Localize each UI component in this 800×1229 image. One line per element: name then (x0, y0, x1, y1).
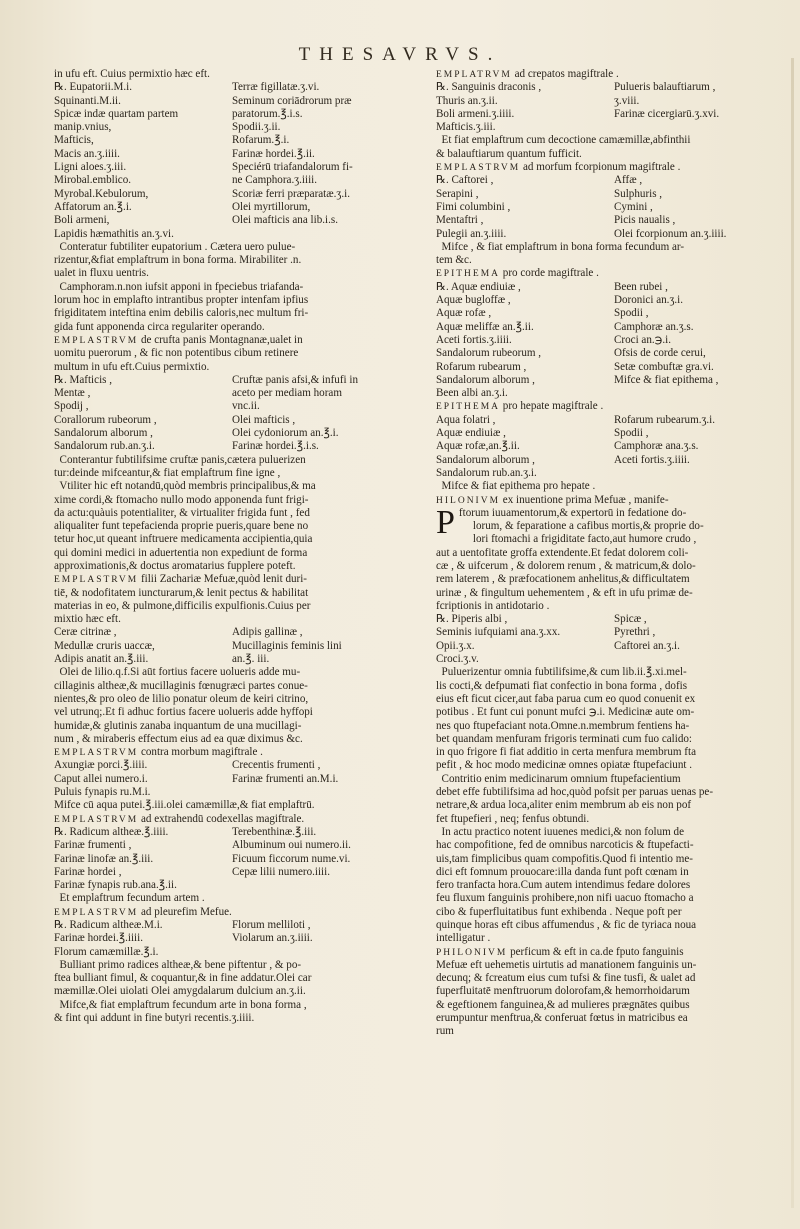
ingredient-left: Spodij , (54, 400, 89, 413)
recipe-ingredient-row (54, 626, 402, 639)
ingredient-left: Aquæ rofæ,an.℥.ii. (436, 440, 520, 453)
ingredient-left: Ceræ citrinæ , (54, 626, 117, 639)
ingredient-right: Olei mafticis , (232, 413, 296, 426)
drop-cap-letter: P (436, 503, 455, 541)
recipe-heading-line (54, 813, 402, 826)
recipe-ingredient-row (436, 613, 784, 626)
ingredient-right: Doronici an.ʒ.i. (614, 294, 684, 307)
ingredient-left: Squinanti.M.ii. (54, 94, 121, 107)
recipe-ingredient-row (54, 374, 402, 387)
text-line: intelligatur . (436, 932, 491, 945)
recipe-ingredient-row (436, 454, 784, 467)
text-line: Puluis fynapis ru.M.i. (54, 786, 151, 799)
recipe-ingredient-row (54, 387, 402, 400)
recipe-ingredient-row (54, 932, 402, 945)
recipe-ingredient-row (436, 427, 784, 440)
recipe-ingredient-row (436, 626, 784, 639)
recipe-title-smallcaps: EPITHEMA (436, 269, 501, 280)
recipe-ingredient-row (436, 334, 784, 347)
ingredient-right: Mucillaginis feminis lini (232, 639, 342, 652)
ingredient-left: Sandalorum alborum , (436, 453, 535, 466)
ingredient-right: ne Camphora.ʒ.iiii. (232, 174, 318, 187)
recipe-ingredient-row (54, 919, 402, 932)
ingredient-left: ℞. Sanguinis draconis , (436, 81, 542, 94)
recipe-ingredient-row (54, 81, 402, 94)
ingredient-right: Ofsis de corde cerui, (614, 347, 706, 360)
recipe-ingredient-row (54, 201, 402, 214)
recipe-heading-line (54, 334, 402, 347)
recipe-ingredient-row (436, 307, 784, 320)
text-line: Croci.ʒ.v. (436, 653, 479, 666)
ingredient-right: Camphoræ ana.ʒ.s. (614, 440, 699, 453)
text-line: Puluerizentur omnia fubtilifsime,& cum lib.ii.℥.xi.mel- (436, 666, 687, 679)
ingredient-right: Olei fcorpionum an.ʒ.iiii. (614, 227, 727, 240)
text-line: ftea bulliant fimul, & coquantur,& in fine addatur.Olei car (54, 972, 312, 985)
ingredient-right: Aceti fortis.ʒ.iiii. (614, 453, 690, 466)
text-line: tiē, & nodofitatem iuncturarum,& lenit pectus & habilitat (54, 586, 309, 599)
text-line: Olei de lilio.q.f.Si aūt fortius facere uolueris adde mu- (54, 666, 301, 679)
text-line: humidæ,& glutinis zanaba inquantum de una mucillagi- (54, 719, 302, 732)
recipe-ingredient-row (436, 281, 784, 294)
ingredient-right: Sulphuris , (614, 187, 663, 200)
page-edge-shadow (791, 58, 794, 1208)
text-line: mixtio hæc eft. (54, 613, 121, 626)
text-line: da actu:quàuis potentialiter, & virtualiter frigida funt , fed (54, 506, 310, 519)
text-line: Mifce & fiat epithema pro hepate . (436, 480, 596, 493)
ingredient-left: Mentæ , (54, 387, 91, 400)
text-line: quinque horas eft cibus affumendus , & fic de tyriaca noua (436, 919, 697, 931)
text-line: Lapidis hæmathitis an.ʒ.vi. (54, 227, 174, 240)
text-line: mæmillæ.Olei uiolati Olei amygdalarum dulcium an.ʒ.ii. (54, 985, 306, 998)
recipe-title-rest: ad crepatos magiftrale . (511, 68, 619, 80)
ingredient-left: Farinæ linofæ an.℥.iii. (54, 852, 154, 865)
recipe-title-smallcaps: EMPLASTRVM (436, 163, 521, 174)
ingredient-left: Rofarum rubearum , (436, 360, 527, 373)
ingredient-left: Aceti fortis.ʒ.iiii. (436, 333, 512, 346)
recipe-heading-line (54, 906, 402, 919)
ingredient-left: ℞. Piperis albi , (436, 613, 508, 626)
recipe-ingredient-row (54, 866, 402, 879)
recipe-ingredient-row (54, 188, 402, 201)
ingredient-right: Cymini , (614, 200, 653, 213)
recipe-ingredient-row (54, 440, 402, 453)
text-line: fet ftupefieri , neq; fenfus obtundi. (436, 812, 590, 825)
ingredient-right: Florum melliloti , (232, 919, 311, 931)
ingredient-right: Spodii.ʒ.ii. (232, 121, 281, 134)
ingredient-right: Mifce & fiat epithema , (614, 373, 719, 386)
text-line: fero tranfacta hora.Cum autem intendimus fedare dolores (436, 879, 691, 892)
ingredient-right: Rofarum rubearum.ʒ.i. (614, 413, 716, 426)
recipe-ingredient-row (436, 361, 784, 374)
text-line: multum in ufu eft.Cuius permixtio. (54, 360, 210, 373)
ingredient-right: Spicæ , (614, 613, 647, 626)
recipe-ingredient-row (436, 214, 784, 227)
ingredient-right: Terebenthinæ.℥.iii. (232, 825, 317, 838)
recipe-ingredient-row (436, 321, 784, 334)
recipe-ingredient-row (54, 174, 402, 187)
text-line: Been albi an.ʒ.i. (436, 387, 508, 400)
text-line: gida funt apponenda circa regulariter operando. (54, 320, 265, 333)
ingredient-right: Picis naualis , (614, 214, 676, 227)
text-line: hac compofitione, fed de omnibus narcoticis & ftupefacti- (436, 839, 694, 852)
text-line: vel utrunq;.Et fi adhuc fortius facere uolueris adde hyffopi (54, 706, 313, 719)
text-line: in ufu eft. Cuius permixtio hæc eft. (54, 68, 210, 80)
recipe-ingredient-row (436, 174, 784, 187)
recipe-title-smallcaps: EMPLASTRVM (54, 907, 139, 918)
recipe-ingredient-row (54, 161, 402, 174)
ingredient-left: Affatorum an.℥.i. (54, 200, 132, 213)
ingredient-left: Macis an.ʒ.iiii. (54, 147, 120, 160)
ingredient-right: Setæ combuftæ gra.vi. (614, 360, 714, 373)
text-line: urinæ , & fingultum uehementem , & eft in ufu primæ de- (436, 586, 693, 599)
recipe-title-smallcaps: EMPLASTRVM (54, 575, 139, 586)
text-line: Conterantur fubtilifsime cruftæ panis,cætera puluerizen (54, 453, 306, 466)
recipe-ingredient-row (436, 188, 784, 201)
ingredient-right: ʒ.viii. (614, 94, 640, 107)
ingredient-right: aceto per mediam horam (232, 387, 342, 400)
ingredient-left: Mirobal.emblico. (54, 174, 132, 187)
ingredient-right: Ficuum ficcorum nume.vi. (232, 852, 351, 865)
ingredient-right: Caftorei an.ʒ.i. (614, 639, 680, 652)
recipe-ingredient-row (436, 228, 784, 241)
recipe-ingredient-row (54, 773, 402, 786)
recipe-title-rest: ad extrahendū codexellas magiftrale. (138, 812, 305, 825)
recipe-heading-line (436, 161, 784, 174)
ingredient-left: Aqua folatri , (436, 413, 496, 426)
recipe-ingredient-row (436, 440, 784, 453)
ingredient-left: Serapini , (436, 187, 479, 200)
text-line: Camphoram.n.non iufsit apponi in fpeciebus triafanda- (54, 280, 304, 293)
ingredient-left: Farinæ hordei , (54, 865, 122, 878)
text-line: In actu practico notent iuuenes medici,& non folum de (436, 825, 684, 838)
recipe-ingredient-row (54, 121, 402, 134)
text-line: ftorum iuuamentorum,& expertorū in fedatione do- (458, 506, 687, 519)
ingredient-right: Farinæ hordei.℥.i.s. (232, 440, 319, 453)
text-line: tur:deinde mifceantur,& fiat emplaftrum fine igne , (54, 466, 281, 479)
text-line: frigiditatem inteftina enim debilis caloris,nec multum fri- (54, 307, 309, 320)
text-line: Bulliant primo radices altheæ,& bene piftentur , & po- (54, 958, 302, 971)
text-line: dici eft fomnum prouocare:illa danda funt poft cœnam in (436, 865, 689, 878)
text-line: Mifce , & fiat emplaftrum in bona forma fecundum ar- (436, 240, 685, 253)
text-line: tetur hoc,ut queant inftruere medicamenta accipientia,quia (54, 533, 313, 546)
left-column (54, 68, 402, 1025)
ingredient-left: Farinæ frumenti , (54, 839, 132, 852)
recipe-title-smallcaps: EMPLATRVM (436, 70, 512, 80)
text-line: approximationis,& doctus aromatarius fupplere poteft. (54, 559, 296, 572)
running-header: THESAVRVS. (298, 44, 502, 65)
ingredient-right: Olei mafticis ana lib.i.s. (232, 214, 338, 227)
ingredient-right: Pulueris balauftiarum , (614, 81, 716, 94)
recipe-ingredient-row (436, 95, 784, 108)
text-line: netrare,& ardua loca,aliter enim membrum ab eis non pof (436, 799, 692, 812)
recipe-title-smallcaps: HILONIVM (436, 495, 501, 506)
ingredient-left: Thuris an.ʒ.ii. (436, 94, 498, 107)
text-line: qui domini medici in aduertentia non expediunt de forma (54, 546, 308, 559)
recipe-ingredient-row (436, 201, 784, 214)
text-line: xime cordi,& ftomacho nullo modo apponenda funt frigi- (54, 493, 309, 506)
ingredient-left: Opii.ʒ.x. (436, 639, 475, 652)
ingredient-left: ℞. Radicum altheæ.℥.iiii. (54, 825, 169, 838)
recipe-heading-line (54, 573, 402, 586)
text-line: debet effe fubtilifsima ad hoc,quòd pofsit per paruas uenas pe- (436, 786, 714, 799)
recipe-heading-line (436, 68, 784, 81)
ingredient-left: Sandalorum alborum , (54, 427, 153, 440)
recipe-ingredient-row (54, 759, 402, 772)
text-line: decunq; & fcreatum eius cum tufsi & fine tusfi, & ualet ad (436, 972, 696, 985)
ingredient-left: Aquæ bugloffæ , (436, 294, 511, 307)
text-line: uis,tam fimplicibus quam compofitis.Quod fi intentio me- (436, 852, 693, 865)
recipe-ingredient-row (54, 839, 402, 852)
text-line: Mifce,& fiat emplaftrum fecundum arte in bona forma , (54, 998, 307, 1011)
ingredient-left: manip.vnius, (54, 121, 112, 134)
ingredient-right: Farinæ hordei.℥.ii. (232, 147, 315, 160)
recipe-title-rest: ad pleurefim Mefue. (138, 905, 232, 918)
ingredient-right: Spodii , (614, 427, 649, 440)
ingredient-left: Seminis iufquiami ana.ʒ.xx. (436, 626, 561, 639)
ingredient-left: ℞. Mafticis , (54, 373, 113, 386)
recipe-heading-line (436, 267, 784, 280)
recipe-ingredient-row (436, 294, 784, 307)
ingredient-left: Sandalorum alborum , (436, 373, 535, 386)
ingredient-right: Seminum coriādrorum præ (232, 94, 352, 107)
recipe-ingredient-row (54, 214, 402, 227)
ingredient-left: Myrobal.Kebulorum, (54, 187, 149, 200)
text-line: rem laterem , & præfocationem anhelitus,& difficultatem (436, 573, 690, 586)
text-line: potibus . Et funt cui ponunt mufci ℈.i. Medicinæ aute om- (436, 706, 695, 719)
recipe-ingredient-row (54, 826, 402, 839)
ingredient-left: Boli armeni.ʒ.iiii. (436, 107, 515, 120)
recipe-heading-line (436, 494, 784, 507)
recipe-title-rest: perficum & eft in ca.de fputo fanguinis (507, 945, 684, 958)
ingredient-right: Affæ , (614, 174, 643, 187)
ingredient-right: Farinæ frumenti an.M.i. (232, 772, 339, 785)
recipe-ingredient-row (54, 653, 402, 666)
ingredient-left: Mentaftri , (436, 214, 484, 227)
ingredient-right: paratorum.℥.i.s. (232, 107, 303, 120)
text-line: aut a uentofitate groffa extendente.Et fedat dolorem coli- (436, 546, 689, 559)
text-line: & fint qui addunt in fine butyri recentis.ʒ.iiii. (54, 1012, 255, 1025)
recipe-title-smallcaps: PHILONIVM (436, 947, 508, 958)
ingredient-left: Corallorum rubeorum , (54, 413, 157, 426)
text-line: Contritio enim medicinarum omnium ftupefacientium (436, 772, 681, 785)
ingredient-right: Been rubei , (614, 280, 668, 293)
text-line: feu fluxum fanguinis prohibere,non nifi uacuo ftomacho a (436, 892, 694, 905)
text-line: Farinæ fynapis rub.ana.℥.ii. (54, 879, 177, 892)
text-line: nes quo ftupefaciant nota.Omne.n.membrum fentiens ha- (436, 719, 690, 732)
text-line: rum (436, 1025, 454, 1038)
ingredient-right: Albuminum oui numero.ii. (232, 839, 351, 852)
text-line: ualet in fluxu uentris. (54, 267, 149, 280)
ingredient-left: ℞. Aquæ endiuiæ , (436, 280, 521, 293)
ingredient-right: vnc.ii. (232, 400, 260, 413)
ingredient-right: Rofarum.℥.i. (232, 134, 290, 147)
ingredient-left: Farinæ hordei.℥.iiii. (54, 932, 143, 945)
ingredient-right: Cruftæ panis afsi,& infufi in (232, 373, 359, 386)
recipe-title-smallcaps: EMPLASTRVM (54, 814, 139, 825)
ingredient-left: Spicæ indæ quartam partem (54, 107, 179, 120)
recipe-ingredient-row (54, 640, 402, 653)
recipe-ingredient-row (436, 640, 784, 653)
text-line: Et emplaftrum fecundum artem . (54, 892, 205, 905)
ingredient-left: Ligni aloes.ʒ.iii. (54, 161, 127, 174)
recipe-ingredient-row (54, 148, 402, 161)
recipe-title-rest: ex inuentione prima Mefuæ , manife- (500, 493, 669, 506)
ingredient-left: ℞. Radicum altheæ.M.i. (54, 919, 163, 931)
ingredient-left: Adipis anatit an.℥.iii. (54, 653, 149, 666)
ingredient-left: ℞. Caftorei , (436, 174, 494, 187)
text-line: bet quandam menfuram frigoris terminati cum fuo calido: (436, 732, 693, 745)
text-line: fcriptionis in antidotario . (436, 599, 550, 612)
text-line: Et fiat emplaftrum cum decoctione camæmillæ,abfinthii (436, 134, 691, 147)
text-line: Mifce cū aqua putei.℥.iii.olei camæmillæ,& fiat emplaftrū. (54, 799, 315, 812)
ingredient-left: Mafticis, (54, 134, 94, 147)
text-line: materias in eo, & pulmone,difficilis expulfionis.Cuius per (54, 599, 311, 612)
recipe-ingredient-row (54, 134, 402, 147)
ingredient-right: Camphoræ an.ʒ.s. (614, 320, 694, 333)
ingredient-left: ℞. Eupatorii.M.i. (54, 81, 133, 94)
ingredient-right: Olei cydoniorum an.℥.i. (232, 427, 339, 440)
ingredient-right: Violarum an.ʒ.iiii. (232, 932, 313, 945)
recipe-title-smallcaps: EMPLASTRVM (54, 335, 139, 346)
recipe-title-rest: pro hepate magiftrale . (500, 400, 604, 413)
text-line: lis cocti,& defpumati fiat confectio in bona forma , dofis (436, 679, 688, 692)
right-column (436, 68, 784, 1039)
text-line: uomitu puerorum , & fic non potentibus cibum retinere (54, 347, 299, 360)
recipe-title-rest: pro corde magiftrale . (500, 267, 599, 280)
recipe-title-smallcaps: EPITHEMA (436, 402, 501, 413)
text-line: cibo & fuperfluitatibus funt exhibenda . Neque poft per (436, 905, 682, 918)
recipe-title-rest: contra morbum magiftrale . (138, 746, 263, 759)
recipe-ingredient-row (54, 414, 402, 427)
text-line: num , & miraberis effectum eius ad ea quæ diximus &c. (54, 732, 303, 745)
ingredient-left: Sandalorum rub.an.ʒ.i. (54, 440, 155, 453)
text-line: nientes,& pro oleo de lilio ponatur oleum de keiri citrino, (54, 692, 309, 705)
ingredient-left: Axungiæ porci.℥.iiii. (54, 759, 148, 772)
recipe-heading-line (436, 400, 784, 413)
ingredient-left: Fimi columbini , (436, 200, 511, 213)
text-line: lori ftomachi a frigiditate facto,aut humore crudo , (472, 533, 697, 546)
ingredient-right: Scoriæ ferri præparatæ.ʒ.i. (232, 187, 350, 200)
ingredient-right: Terræ figillatæ.ʒ.vi. (232, 81, 320, 94)
text-line: pefit , & hoc modo medicinæ omnes opiatæ ftupefaciunt . (436, 759, 693, 772)
text-line: Florum camæmillæ.℥.i. (54, 945, 159, 958)
recipe-ingredient-row (436, 414, 784, 427)
recipe-ingredient-row (436, 347, 784, 360)
recipe-title-rest: filii Zachariæ Mefuæ,quòd lenit duri- (138, 573, 308, 586)
text-line: rizentur,&fiat emplaftrum in bona forma. Mirabiliter .n. (54, 254, 302, 267)
text-line: & egeftionem fanguinea,& ad mulieres prægnātes quibus (436, 998, 690, 1011)
recipe-ingredient-row (54, 400, 402, 413)
text-line: in quo frigore fi fiat additio in certa menfura membrum fta (436, 746, 696, 759)
text-line: eius eft ficut cicer,aut faba parua cum eo quod conuenit ex (436, 692, 696, 705)
ingredient-right: Croci an.℈.i. (614, 333, 672, 346)
ingredient-left: Aquæ meliffæ an.℥.ii. (436, 320, 534, 333)
ingredient-left: Boli armeni, (54, 214, 110, 227)
ingredient-left: Aquæ rofæ , (436, 307, 492, 320)
ingredient-right: Adipis gallinæ , (232, 626, 303, 639)
text-line: lorum hoc in emplafto intrantibus propter intenfam ipfius (54, 294, 309, 307)
ingredient-right: Cepæ lilii numero.iiii. (232, 865, 330, 878)
text-line: lorum, & feparatione a cafibus mortis,& proprie do- (472, 520, 704, 533)
ingredient-left: Medullæ cruris uaccæ, (54, 639, 155, 652)
recipe-heading-line (436, 946, 784, 959)
text-line: Sandalorum rub.an.ʒ.i. (436, 466, 537, 479)
recipe-ingredient-row (436, 374, 784, 387)
text-line: tem &c. (436, 254, 472, 267)
text-line: Mefuæ eft uehemetis uirtutis ad manationem fanguinis un- (436, 958, 697, 971)
recipe-ingredient-row (54, 427, 402, 440)
ingredient-left: Caput allei numero.i. (54, 772, 148, 785)
ingredient-right: Farinæ cicergiarū.ʒ.xvi. (614, 107, 720, 120)
recipe-ingredient-row (54, 853, 402, 866)
text-line: & balauftiarum quantum fufficit. (436, 147, 582, 160)
recipe-ingredient-row (54, 108, 402, 121)
recipe-heading-line (54, 746, 402, 759)
ingredient-left: Sandalorum rubeorum , (436, 347, 542, 360)
text-line: Mafticis.ʒ.iii. (436, 121, 496, 134)
ingredient-left: Pulegii an.ʒ.iiii. (436, 227, 507, 240)
ingredient-right: Olei myrtillorum, (232, 200, 311, 213)
text-line: Vtiliter hic eft notandū,quòd membris principalibus,& ma (54, 480, 316, 493)
ingredient-left: Aquæ endiuiæ , (436, 427, 506, 440)
text-line: fuperfluitatē menftruorum dolorofam,& hemorrhoidarum (436, 985, 690, 998)
recipe-ingredient-row (436, 81, 784, 94)
text-line: aliqualiter funt tepefacienda proprie pueris,quare bene no (54, 520, 309, 533)
text-line: erumpuntur menftrua,& conferuat fœtus in matricibus ea (436, 1012, 688, 1025)
text-line: cillaginis altheæ,& mucillaginis fœnugræci partes conue- (54, 679, 308, 692)
recipe-title-rest: de crufta panis Montagnanæ,ualet in (138, 333, 303, 346)
recipe-ingredient-row (436, 108, 784, 121)
recipe-title-smallcaps: EMPLASTRVM (54, 748, 139, 759)
ingredient-right: Pyrethri , (614, 626, 656, 639)
text-line: cæ , & uifcerum , & dolorem renum , & matricum,& dolo- (436, 559, 696, 572)
ingredient-right: Crecentis frumenti , (232, 759, 321, 772)
ingredient-right: Spodii , (614, 307, 649, 320)
ingredient-right: an.℥. iii. (232, 653, 270, 666)
recipe-ingredient-row (54, 95, 402, 108)
recipe-title-rest: ad morfum fcorpionum magiftrale . (520, 161, 681, 174)
ingredient-right: Speciérū triafandalorum fi- (232, 161, 353, 174)
text-line: Conteratur fubtiliter eupatorium . Cætera uero pulue- (54, 240, 296, 253)
